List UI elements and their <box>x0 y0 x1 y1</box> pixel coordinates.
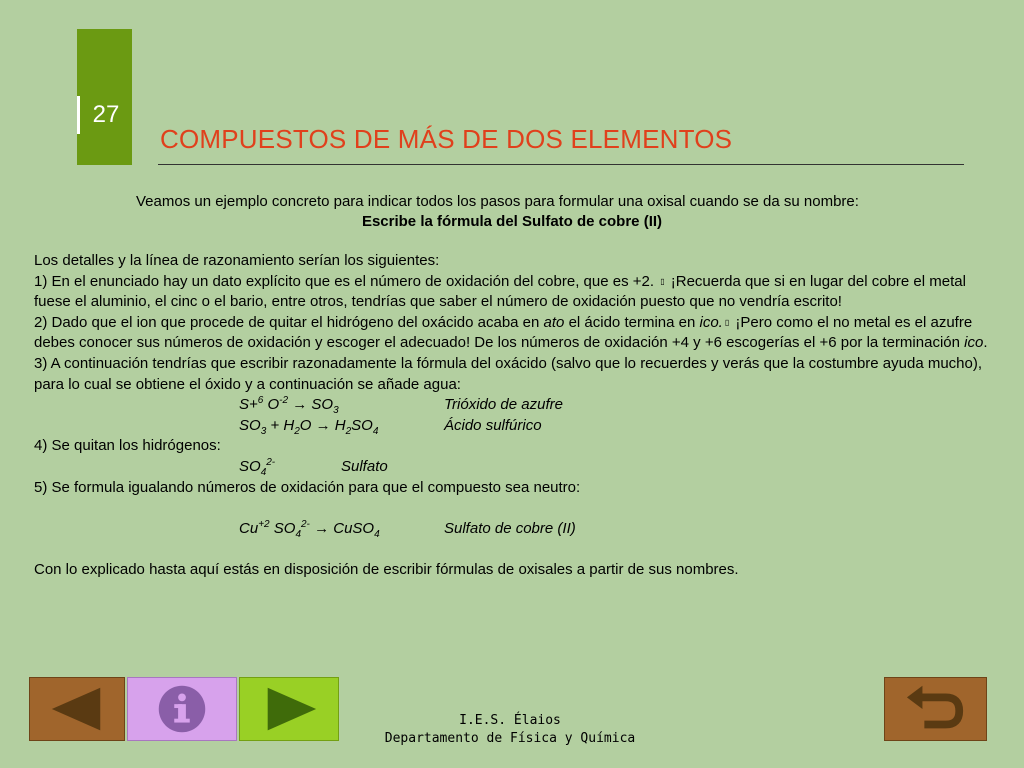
department-name: Departamento de Física y Química <box>384 731 636 746</box>
equation-oxide <box>34 395 994 416</box>
return-button[interactable] <box>884 677 987 741</box>
step-5: 5) Se formula igualando números de oxidación para que el compuesto sea neutro: <box>34 478 581 496</box>
formula: $SO_3 + H_2O \to H_2SO_4$ <box>239 416 379 437</box>
school-name: I.E.S. Élaios <box>459 713 561 728</box>
formula: $Cu^{+2}$ $SO_4^{2-}$ → CuSO$_4$ <box>239 518 380 540</box>
task-statement: Escribe la fórmula del Sulfato de cobre (II) <box>361 213 663 230</box>
previous-button[interactable] <box>29 677 125 741</box>
arrow-left-icon <box>30 678 124 740</box>
step-3: 3) A continuación tendrías que escribir razonadamente la fórmula del oxácido (salvo que lo recuerdes y verás que la costumbre ayuda mucho), para lo cual se obtiene el óxido y a continuación se añade agua: <box>34 354 983 393</box>
conclusion: Con lo explicado hasta aquí estás en disposición de escribir fórmulas de oxisales a partir de sus nombres. <box>34 560 739 578</box>
step-2: 2) Dado que el ion que procede de quitar el hidrógeno del oxácido acaba en ato el ácido termina en ico. ▯ ¡Pero como el no metal es el azufre debes conocer sus números de oxidación y escoger el adecuado! De los números de oxidación +4 y +6 escogerías el +6 por la terminación ico. <box>34 313 988 352</box>
equation-salt <box>34 519 994 540</box>
formula-name: Sulfato de cobre (II) <box>444 519 576 537</box>
formula-name: Ácido sulfúrico <box>444 416 542 434</box>
equation-acid <box>34 416 994 437</box>
return-icon <box>885 678 986 740</box>
footer <box>380 712 640 748</box>
next-button[interactable] <box>239 677 339 741</box>
formula-name: Sulfato <box>341 457 388 475</box>
bullet-symbol: ▯ <box>724 317 730 327</box>
title-divider <box>158 164 964 165</box>
slide-number: 27 <box>77 96 132 134</box>
info-button[interactable] <box>127 677 237 741</box>
equation-anion <box>34 457 994 478</box>
intro-line: Veamos un ejemplo concreto para indicar todos los pasos para formular una oxisal cuando se da su nombre: <box>136 193 859 210</box>
bullet-symbol: ▯ <box>660 276 665 286</box>
arrow-right-icon <box>240 678 338 740</box>
slide-title: COMPUESTOS DE MÁS DE DOS ELEMENTOS <box>160 124 733 154</box>
formula-name: Trióxido de azufre <box>444 396 563 414</box>
step-1: 1) En el enunciado hay un dato explícito que es el número de oxidación del cobre, que es +2. ▯ ¡Recuerda que si en lugar del cobre el metal fuese el aluminio, el cinc o el bario, entre otros, tendrías que saber el número de oxidación puesto que no vendría escrito! <box>34 272 966 311</box>
lead-paragraph: Los detalles y la línea de razonamiento serían los siguientes: <box>34 252 440 269</box>
formula: S+$^6$ $O^{-2} \to SO_3$ <box>239 395 339 417</box>
formula: $SO_4^{2-}$ <box>239 456 276 478</box>
info-icon <box>128 678 236 740</box>
step-4: 4) Se quitan los hidrógenos: <box>34 437 221 455</box>
explanation-body <box>34 251 994 581</box>
